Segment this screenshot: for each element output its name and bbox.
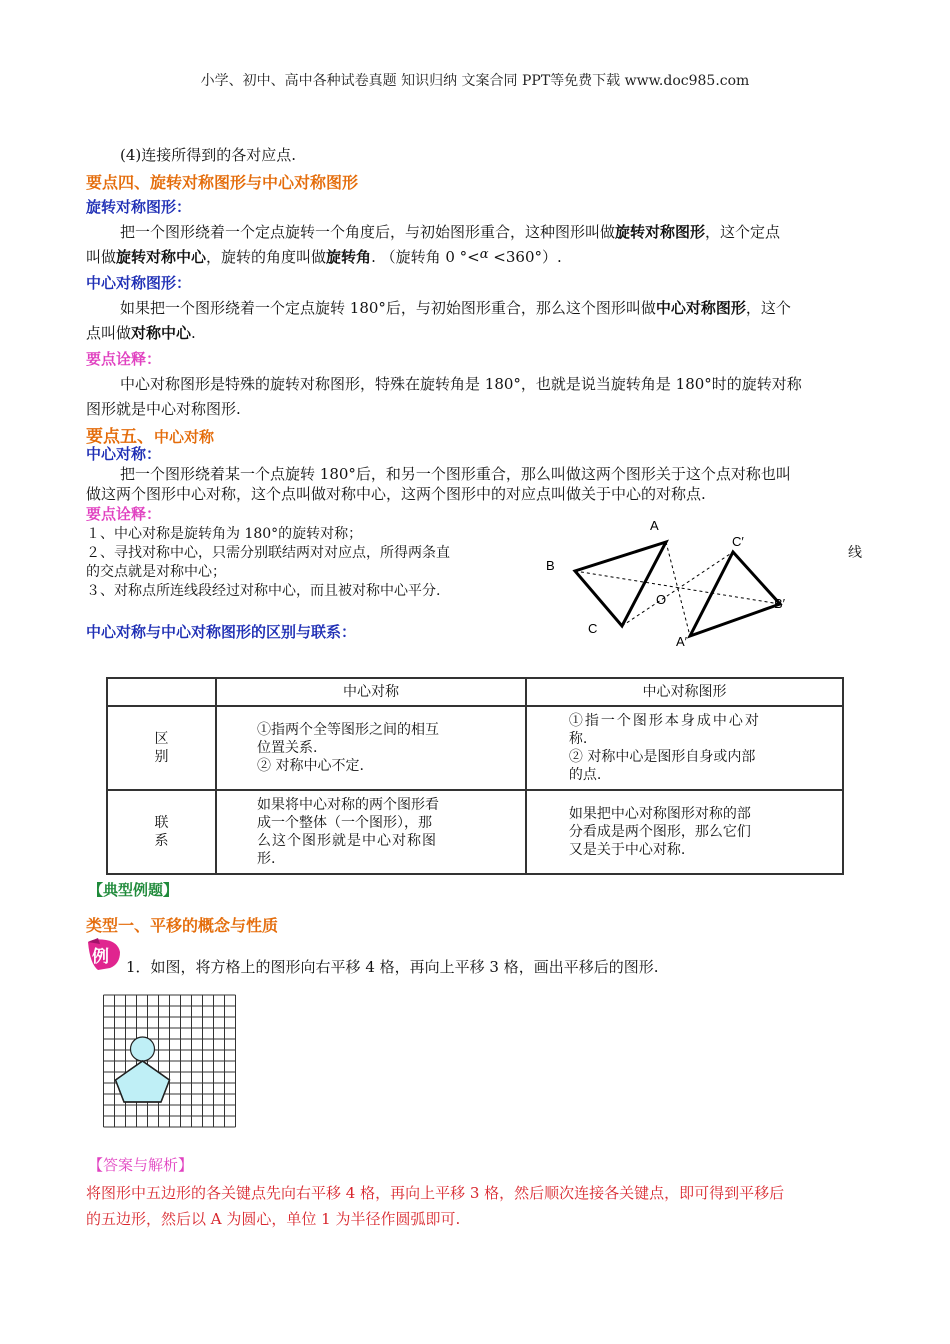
- step-4: (4)连接所得到的各对应点.: [120, 146, 297, 164]
- difference-title: 中心对称与中心对称图形的区别与联系：: [86, 623, 357, 641]
- table-cell: [526, 706, 843, 790]
- cell-line: 成一个整体（一个图形），那: [257, 815, 432, 831]
- triangle-abc: [575, 542, 666, 626]
- cell-line: 分看成是两个图形，那么它们: [568, 824, 751, 840]
- bold-term: 旋转对称图形: [615, 223, 706, 241]
- triangle-abc-shape: [575, 542, 666, 626]
- note-item-1: １、中心对称是旋转角为 180°的旋转对称；: [86, 526, 363, 542]
- cell-line: 如果把中心对称图形对称的部: [568, 806, 751, 822]
- bold-term: 对称中心: [131, 324, 192, 342]
- note-line2: 图形就是中心对称图形.: [86, 400, 241, 418]
- text: .: [191, 324, 196, 342]
- text: 把一个图形绕着一个定点旋转一个角度后，与初始图形重合，这种图形叫做: [120, 223, 616, 241]
- title-part: 要点五、: [86, 427, 154, 447]
- cell-line: 位置关系.: [257, 740, 318, 756]
- label-char: 系: [154, 833, 169, 849]
- section4-title: 要点四、旋转对称图形与中心对称图形: [86, 173, 359, 192]
- semicircle-shape: [131, 1037, 155, 1061]
- table-row: [107, 706, 843, 790]
- answer-line2: 的五边形，然后以 A 为圆心，单位 1 为半径作圆弧即可.: [86, 1210, 461, 1228]
- table-cell: [526, 790, 843, 874]
- text: ，旋转的角度叫做: [206, 248, 327, 266]
- segment-b-b2: [575, 571, 780, 604]
- cell-line: 如果将中心对称的两个图形看: [257, 797, 439, 813]
- label-char: 联: [154, 815, 169, 831]
- label-a: A: [650, 518, 659, 533]
- pentagon-shape: [116, 1061, 170, 1102]
- note-item-2c: 的交点就是对称中心；: [86, 564, 226, 580]
- note-item-2b: 线: [848, 545, 862, 561]
- examples-title: 【典型例题】: [88, 881, 179, 899]
- table-header-empty: [107, 678, 216, 706]
- cen-paragraph-line1: [120, 296, 791, 320]
- table-cell: [216, 790, 526, 874]
- comparison-table: [106, 677, 844, 875]
- example-badge-icon: [84, 938, 124, 972]
- row-label-relation: [107, 790, 216, 874]
- note-line1: 中心对称图形是特殊的旋转对称图形，特殊在旋转角是 180°，也就是说当旋转角是 180°时的旋转对称: [120, 375, 802, 393]
- rot-paragraph-line1: [120, 220, 780, 244]
- cell-line: 的点.: [568, 767, 602, 783]
- cell-line: ①指两个全等图形之间的相互: [257, 722, 439, 738]
- row-label-difference: [107, 706, 216, 790]
- section5-sub-title: 中心对称：: [86, 445, 162, 463]
- triangle-a2b2c2: [690, 552, 780, 636]
- rot-paragraph-line2: [86, 245, 562, 271]
- table-cell: [216, 706, 526, 790]
- rot-title: 旋转对称图形：: [86, 198, 192, 216]
- cen-title: 中心对称图形：: [86, 274, 192, 292]
- label-o: O: [656, 592, 667, 607]
- label-char: 别: [154, 749, 169, 765]
- table-header-cell: 中心对称: [216, 678, 526, 706]
- cen-paragraph-line2: [86, 321, 196, 345]
- cell-line: ①指一个图形本身成中心对: [568, 713, 761, 729]
- cell-line: 形.: [257, 851, 276, 867]
- bold-term: 旋转对称中心: [116, 248, 207, 266]
- note-item-3: ３、对称点所连线段经过对称中心，而且被对称中心平分.: [86, 583, 441, 599]
- segment-c-c2: [622, 552, 733, 626]
- cell-line: 么这个图形就是中心对称图: [257, 833, 437, 849]
- text: 点叫做: [86, 324, 132, 342]
- table-header-cell: 中心对称图形: [526, 678, 843, 706]
- bold-term: 旋转角: [326, 248, 372, 266]
- type1-title: 类型一、平移的概念与性质: [86, 916, 279, 935]
- title-part: 中心对称: [154, 428, 215, 446]
- section5-p-line1: 把一个图形绕着某一个点旋转 180°后，和另一个图形重合，那么叫做这两个图形关于这个点对称也叫: [120, 465, 791, 483]
- example1-text: 1．如图，将方格上的图形向右平移 4 格，再向上平移 3 格，画出平移后的图形.: [126, 958, 659, 976]
- cell-line: 又是关于中心对称.: [568, 842, 686, 858]
- answer-title: 【答案与解析】: [88, 1156, 194, 1174]
- text: ，这个定点: [705, 223, 781, 241]
- page-header: 小学、初中、高中各种试卷真题 知识归纳 文案合同 PPT等免费下载 www.doc985.com: [200, 73, 750, 89]
- label-a2: A′: [676, 634, 688, 649]
- grid-figure: [102, 994, 238, 1128]
- table-header-row: [107, 678, 843, 706]
- triangle-a2b2c2-shape: [690, 552, 780, 636]
- section5-p-line2: 做这两个图形中心对称，这个点叫做对称中心，这两个图形中的对应点叫做关于中心的对称点.: [86, 485, 706, 503]
- answer-line1: 将图形中五边形的各关键点先向右平移 4 格，再向上平移 3 格，然后顺次连接各关键点，即可得到平移后: [86, 1184, 785, 1202]
- note-item-2a: ２、寻找对称中心，只需分别联结两对对应点，所得两条直: [86, 545, 450, 561]
- bold-term: 中心对称图形: [655, 299, 746, 317]
- text: 叫做: [86, 248, 117, 266]
- table-row: [107, 790, 843, 874]
- central-symmetry-figure: [530, 512, 800, 652]
- note-title-1: 要点诠释：: [86, 350, 162, 368]
- text: ，这个: [745, 299, 791, 317]
- label-b: B: [546, 558, 555, 573]
- example-badge-text: 例: [92, 947, 109, 967]
- grid-lines: [104, 995, 236, 1127]
- text: . （旋转角 0 °<: [371, 248, 480, 266]
- label-char: 区: [154, 731, 169, 747]
- alpha-symbol: α: [479, 247, 489, 262]
- label-b2: B′: [774, 596, 786, 611]
- label-c2: C′: [732, 534, 744, 549]
- label-c: C: [588, 621, 598, 636]
- cell-line: ② 对称中心是图形自身或内部: [568, 749, 756, 765]
- text: 如果把一个图形绕着一个定点旋转 180°后，与初始图形重合，那么这个图形叫做: [120, 299, 656, 317]
- cell-line: 称.: [568, 731, 588, 747]
- note-title-2: 要点诠释：: [86, 505, 162, 523]
- cell-line: ② 对称中心不定.: [257, 758, 364, 774]
- text: <360°）.: [488, 248, 562, 266]
